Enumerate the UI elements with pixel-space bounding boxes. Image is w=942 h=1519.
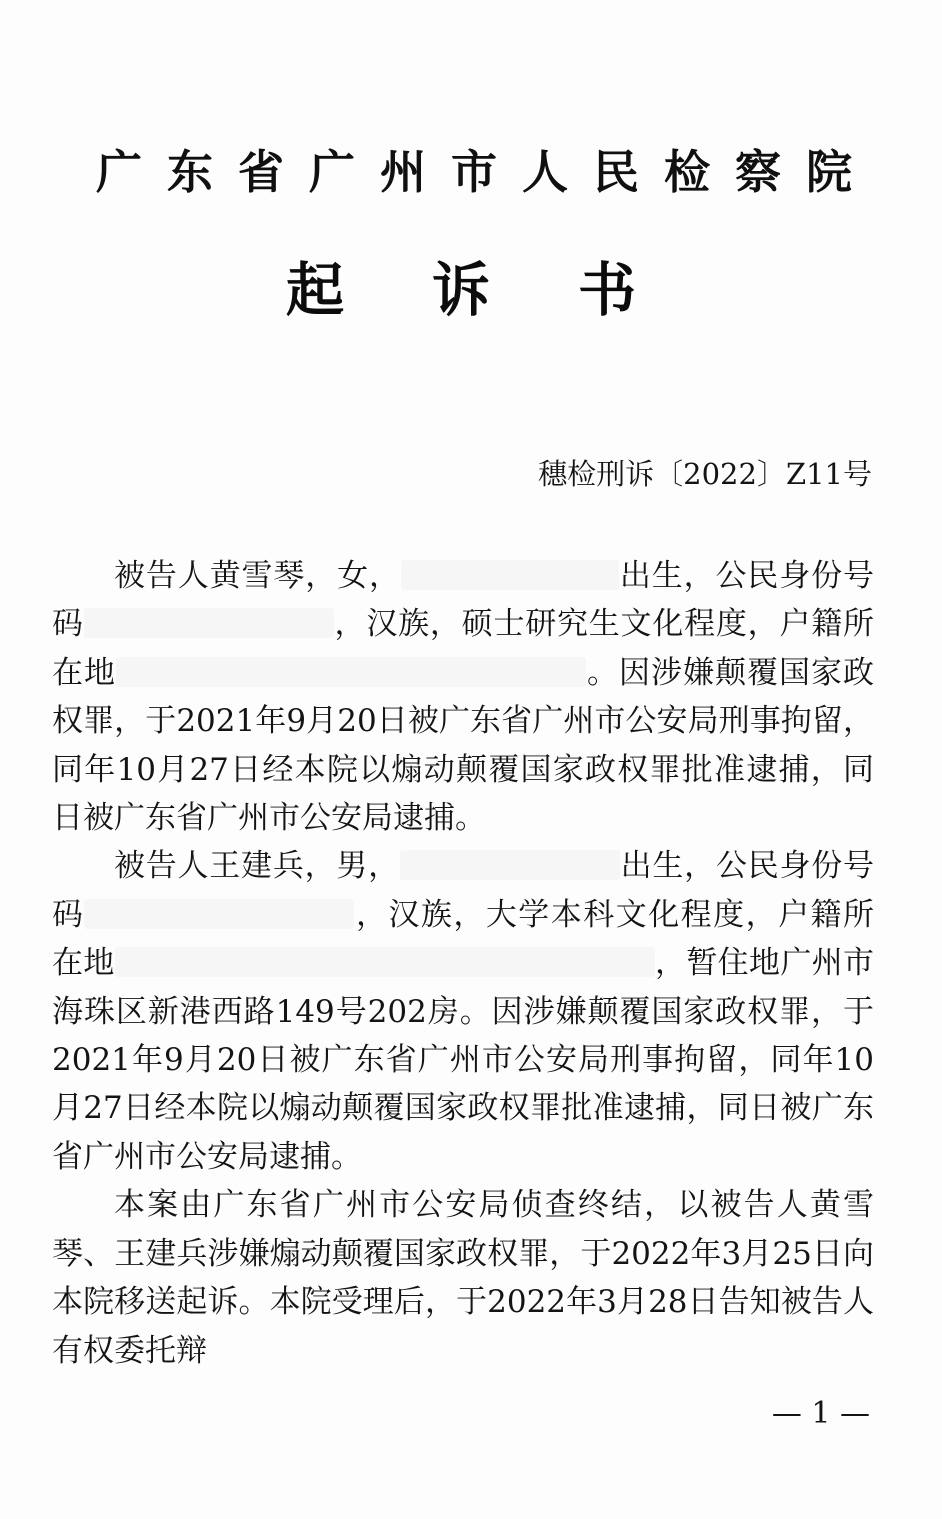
redaction-mark [84, 899, 354, 929]
redaction-mark [401, 560, 619, 590]
text-segment: ，暂住地广州市海珠区新港西路149号202房。因涉嫌颠覆国家政权罪，于2021年9月20日被广东省广州市公安局刑事拘留，同年10月27日经本院以煽动颠覆国家政权罪批准逮捕，同日被广东省广州市公安局逮捕。 [52, 945, 875, 1175]
redaction-mark [400, 850, 620, 880]
text-segment: ，汉族，大学本科文化程度，户籍所在地 [52, 896, 875, 982]
text-segment: 。因涉嫌颠覆国家政权罪，于2021年9月20日被广东省广州市公安局刑事拘留，同年10月27日经本院以煽动颠覆国家政权罪批准逮捕，同日被广东省广州市公安局逮捕。 [52, 654, 874, 837]
paragraph-defendant-huang [52, 552, 874, 842]
redaction-mark [84, 608, 334, 638]
issuing-authority: 广东省广州市人民检察院 [96, 145, 877, 199]
paragraph-case-summary: 本案由广东省广州市公安局侦查终结，以被告人黄雪琴、王建兵涉嫌煽动颠覆国家政权罪，于2022年3月25日向本院移送起诉。本院受理后，于2022年3月28日告知被告人有权委托辩 [52, 1187, 874, 1369]
paragraph-defendant-wang [52, 842, 874, 1181]
text-segment: 出生，公民身份号码 [52, 848, 875, 933]
redaction-mark [116, 657, 586, 687]
text-segment: 被告人王建兵，男， [114, 848, 400, 885]
document-body [52, 552, 874, 1375]
page-number: — 1 — [771, 1396, 870, 1431]
document-number: 穗检刑诉〔2022〕Z11号 [538, 457, 872, 491]
redaction-mark [115, 947, 655, 977]
document-title: 起诉书 [286, 256, 725, 324]
text-segment: 出生，公民身份号码 [52, 558, 875, 643]
text-segment: ，汉族，硕士研究生文化程度，户籍所在地 [52, 606, 875, 691]
text-segment: 被告人黄雪琴，女， [114, 558, 401, 594]
